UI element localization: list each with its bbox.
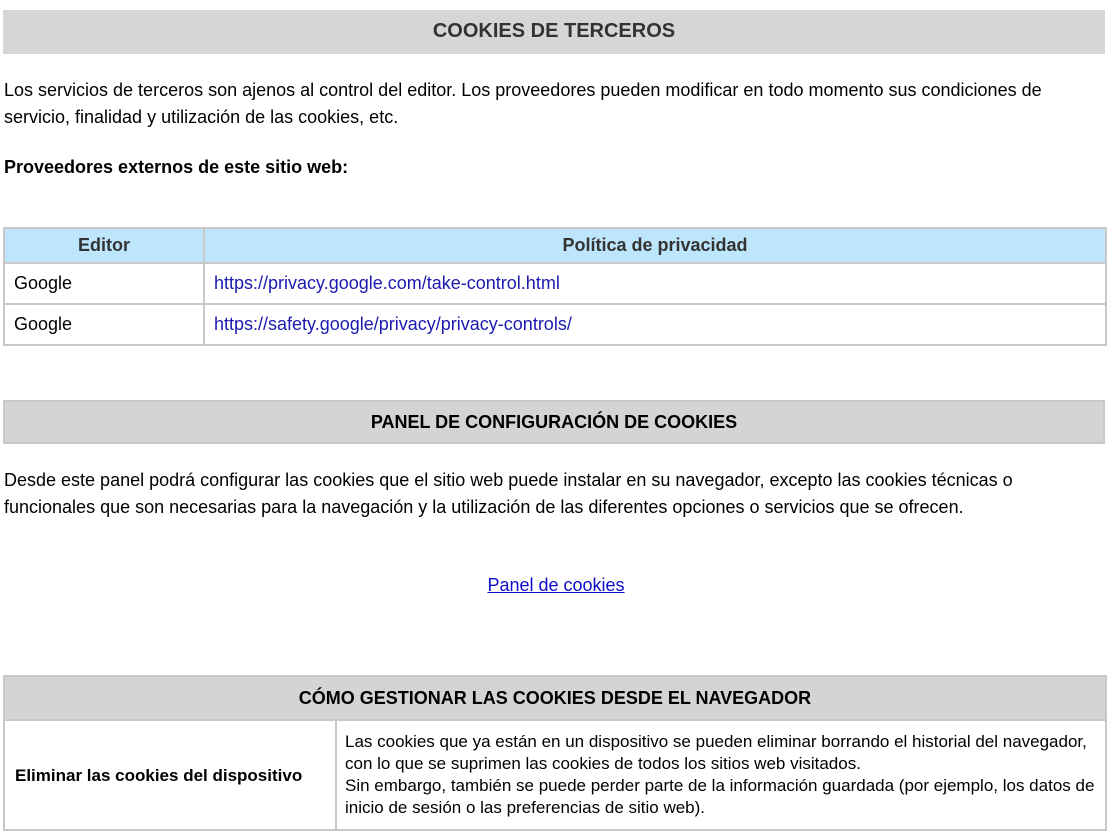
provider-editor-cell: Google	[4, 263, 204, 304]
column-header-editor: Editor	[4, 228, 204, 263]
privacy-policy-link[interactable]: https://privacy.google.com/take-control.html	[214, 273, 560, 293]
browser-row-description	[336, 720, 1106, 830]
table-row	[4, 263, 1106, 304]
provider-policy-cell	[204, 304, 1106, 345]
section-title-panel: PANEL DE CONFIGURACIÓN DE COOKIES	[3, 400, 1105, 444]
section-title-terceros: COOKIES DE TERCEROS	[3, 10, 1105, 54]
table-row	[4, 304, 1106, 345]
browser-row-label: Eliminar las cookies del dispositivo	[4, 720, 336, 830]
table-row	[4, 720, 1106, 830]
browser-row-desc-line: Las cookies que ya están en un dispositivo se pueden eliminar borrando el historial del navegador, con lo que se suprimen las cookies de todos los sitios web visitados.	[345, 732, 1087, 773]
privacy-policy-link[interactable]: https://safety.google/privacy/privacy-controls/	[214, 314, 572, 334]
browser-row-desc-line: Sin embargo, también se puede perder parte de la información guardada (por ejemplo, los datos de inicio de sesión o las preferencias de sitio web).	[345, 776, 1095, 817]
terceros-intro-text: Los servicios de terceros son ajenos al control del editor. Los proveedores pueden modificar en todo momento sus condiciones de servicio, finalidad y utilización de las cookies, etc.	[4, 80, 1042, 127]
cookie-panel-link[interactable]: Panel de cookies	[487, 575, 625, 595]
provider-editor-cell: Google	[4, 304, 204, 345]
panel-link-container	[0, 572, 1112, 598]
providers-table	[3, 227, 1107, 346]
providers-heading: Proveedores externos de este sitio web:	[4, 157, 349, 177]
section-title-browser: CÓMO GESTIONAR LAS COOKIES DESDE EL NAVEGADOR	[4, 676, 1106, 720]
browser-table-header-row	[4, 676, 1106, 720]
panel-description-text: Desde este panel podrá configurar las cookies que el sitio web puede instalar en su navegador, excepto las cookies técnicas o funcionales que son necesarias para la navegación y la utilización de las diferentes opciones o servicios que se ofrecen.	[4, 470, 1013, 517]
provider-policy-cell	[204, 263, 1106, 304]
providers-table-header-row	[4, 228, 1106, 263]
browser-cookies-table	[3, 675, 1107, 831]
column-header-policy: Política de privacidad	[204, 228, 1106, 263]
